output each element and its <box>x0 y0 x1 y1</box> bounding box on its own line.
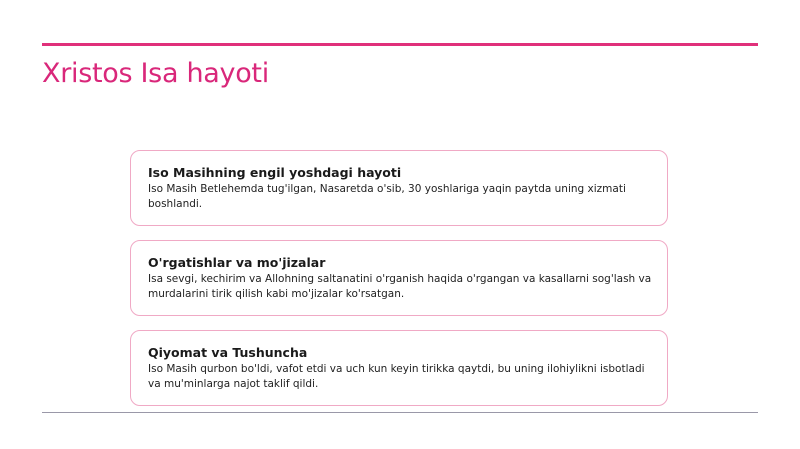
card-resurrection <box>130 330 668 406</box>
card-description: Isa sevgi, kechirim va Allohning saltanatini o'rganish haqida o'rgangan va kasallarni sog'lash va murdalarini tirik qilish kabi mo'jizalar ko'rsatgan. <box>148 273 652 300</box>
card-teachings-miracles <box>130 240 668 316</box>
header-divider <box>42 43 758 46</box>
card-early-life <box>130 150 668 226</box>
card-heading: Iso Masihning engil yoshdagi hayoti <box>148 165 402 180</box>
card-heading: Qiyomat va Tushuncha <box>148 345 308 360</box>
card-description: Iso Masih qurbon bo'ldi, vafot etdi va uch kun keyin tirikka qaytdi, bu uning ilohiylikni isbotladi va mu'minlarga najot taklif qildi. <box>148 363 645 390</box>
card-description: Iso Masih Betlehemda tug'ilgan, Nasaretda o'sib, 30 yoshlariga yaqin paytda uning xizmati boshlandi. <box>148 183 626 210</box>
footer-divider <box>42 412 758 413</box>
slide-title: Xristos Isa hayoti <box>42 58 269 89</box>
card-heading: O'rgatishlar va mo'jizalar <box>148 255 326 270</box>
